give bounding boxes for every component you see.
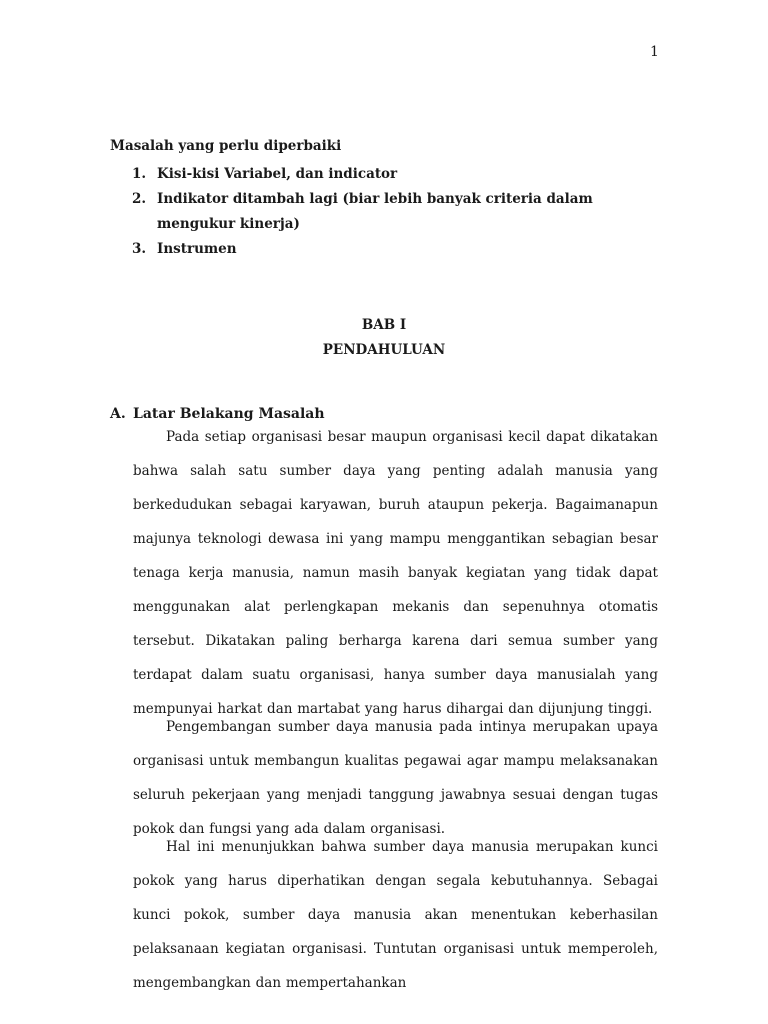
chapter-number: BAB I bbox=[361, 317, 407, 333]
list-item-text: Indikator ditambah lagi (biar lebih banyak criteria dalam mengukur kinerja) bbox=[157, 191, 593, 232]
issues-block bbox=[110, 137, 650, 262]
chapter-title: PENDAHULUAN bbox=[322, 342, 446, 358]
list-item-number: 2. bbox=[132, 191, 147, 207]
list-item-number: 3. bbox=[132, 241, 147, 257]
paragraph: Pada setiap organisasi besar maupun organisasi kecil dapat dikatakan bahwa salah satu sumber daya yang penting adalah manusia yang berkedudukan sebagai karyawan, buruh ataupun pekerja. Bagaimanapun majunya teknologi dewasa ini yang mampu menggantikan sebagian besar tenaga kerja manusia, namun masih banyak kegiatan yang tidak dapat menggunakan alat perlengkapan mekanis dan sepenuhnya otomatis tersebut. Dikatakan paling berharga karena dari semua sumber yang terdapat dalam suatu organisasi, hanya sumber daya manusialah yang mempunyai harkat dan martabat yang harus dihargai dan dijunjung tinggi. bbox=[133, 429, 658, 717]
list-item bbox=[110, 237, 650, 262]
chapter-heading bbox=[0, 313, 768, 363]
list-item-text: Instrumen bbox=[157, 241, 237, 257]
section-title: Latar Belakang Masalah bbox=[133, 406, 325, 422]
list-item bbox=[110, 187, 650, 237]
section-letter: A. bbox=[110, 406, 126, 422]
body-text bbox=[133, 420, 658, 1000]
paragraph: Pengembangan sumber daya manusia pada intinya merupakan upaya organisasi untuk membangun kualitas pegawai agar mampu melaksanakan seluruh pekerjaan yang menjadi tanggung jawabnya sesuai dengan tugas pokok dan fungsi yang ada dalam organisasi. bbox=[133, 719, 658, 837]
list-item bbox=[110, 162, 650, 187]
list-item-number: 1. bbox=[132, 166, 147, 182]
paragraph: Hal ini menunjukkan bahwa sumber daya manusia merupakan kunci pokok yang harus diperhatikan dengan segala kebutuhannya. Sebagai kunci pokok, sumber daya manusia akan menentukan keberhasilan pelaksanaan kegiatan organisasi. Tuntutan organisasi untuk memperoleh, mengembangkan dan mempertahankan bbox=[133, 839, 658, 991]
issues-list bbox=[110, 162, 650, 262]
list-item-text: Kisi-kisi Variabel, dan indicator bbox=[157, 166, 398, 182]
issues-title: Masalah yang perlu diperbaiki bbox=[110, 138, 342, 154]
page-number: 1 bbox=[650, 44, 659, 60]
